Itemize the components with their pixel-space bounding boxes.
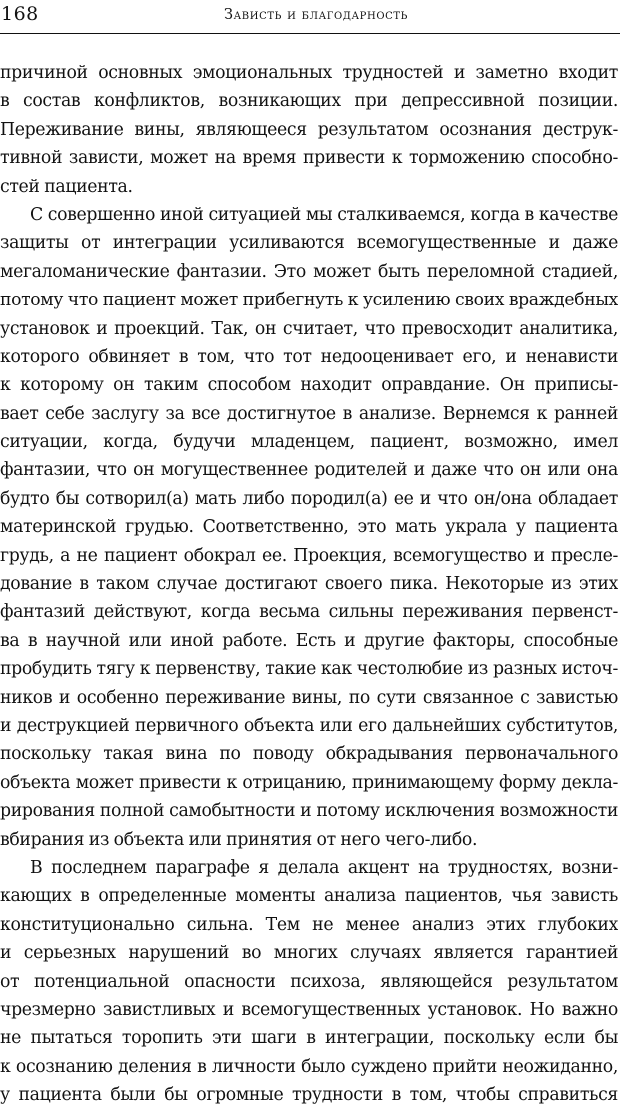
- text-line: чрезмерно завистливых и всемогущественных установок. Но важно: [0, 999, 618, 1020]
- text-line: рирования полной самобытности и потому исключения возможности: [0, 801, 618, 822]
- text-line: конституционально сильна. Тем не менее анализ этих глубоких: [0, 914, 618, 935]
- text-line: С совершенно иной ситуацией мы сталкиваемся, когда в качестве: [30, 204, 618, 225]
- text-line: пробудить тягу к первенству, такие как честолюбие из разных источ-: [0, 659, 618, 680]
- text-line: не пытаться торопить эти шаги в интеграции, поскольку если бы: [0, 1028, 618, 1049]
- text-line: к которому он таким способом находит оправдание. Он приписы-: [0, 375, 618, 396]
- running-title: Зависть и благодарность: [224, 7, 408, 23]
- text-line: потому что пациент может прибегнуть к усилению своих враждебных: [0, 290, 618, 311]
- text-line: объекта может привести к отрицанию, принимающему форму декла-: [0, 772, 618, 793]
- text-line: к осознанию деления в личности было суждено прийти неожиданно,: [0, 1056, 618, 1077]
- text-line: грудь, а не пациент обокрал ее. Проекция, всемогущество и пресле-: [0, 545, 618, 566]
- text-line: и серьезных нарушений во многих случаях является гарантией: [0, 943, 618, 964]
- text-line: фантазии, что он могущественнее родителей и даже что он или она: [0, 460, 618, 481]
- text-line: ситуации, когда, будучи младенцем, пациент, возможно, имел: [0, 432, 618, 453]
- text-line: и деструкцией первичного объекта или его дальнейших субститутов,: [0, 715, 618, 736]
- text-line: которого обвиняет в том, что тот недооценивает его, и ненависти: [0, 346, 618, 367]
- text-line: Переживание вины, являющееся результатом осознания деструк-: [0, 119, 618, 140]
- text-line: от потенциальной опасности психоза, являющейся результатом: [0, 971, 618, 992]
- text-line: стей пациента.: [0, 176, 133, 197]
- text-line: мегаломанические фантазии. Это может быть переломной стадией,: [0, 261, 618, 282]
- text-line: В последнем параграфе я делала акцент на трудностях, возни-: [30, 857, 618, 878]
- text-line: дование в таком случае достигают своего пика. Некоторые из этих: [0, 574, 618, 595]
- header-rule: [0, 33, 620, 34]
- text-line: тивной зависти, может на время привести к торможению способно-: [0, 148, 618, 169]
- text-line: кающих в определенные моменты анализа пациентов, чья зависть: [0, 886, 618, 907]
- text-line: поскольку такая вина по поводу обкрадывания первоначального: [0, 744, 618, 765]
- text-line: ва в научной или иной работе. Есть и другие факторы, способные: [0, 630, 618, 651]
- text-line: у пациента были бы огромные трудности в том, чтобы справиться: [0, 1085, 618, 1106]
- text-line: фантазий действуют, когда весьма сильны переживания первенст-: [0, 602, 618, 623]
- text-line: материнской грудью. Соответственно, это мать украла у пациента: [0, 517, 618, 538]
- text-line: в состав конфликтов, возникающих при депрессивной позиции.: [0, 91, 618, 112]
- text-line: защиты от интеграции усиливаются всемогущественные и даже: [0, 233, 618, 254]
- text-line: вает себе заслугу за все достигнутое в анализе. Вернемся к ранней: [0, 403, 618, 424]
- body-text: [0, 59, 618, 1109]
- text-line: вбирания из объекта или принятия от него чего-либо.: [0, 829, 478, 850]
- text-line: причиной основных эмоциональных трудностей и заметно входит: [0, 63, 618, 83]
- page-number: 168: [1, 3, 39, 25]
- text-line: ников и особенно переживание вины, по сути связанное с завистью: [0, 687, 618, 708]
- text-line: будто бы сотворил(а) мать либо породил(а) ее и что он/она обладает: [0, 488, 618, 509]
- text-line: установок и проекций. Так, он считает, что превосходит аналитика,: [0, 318, 618, 339]
- page-header: [0, 0, 620, 36]
